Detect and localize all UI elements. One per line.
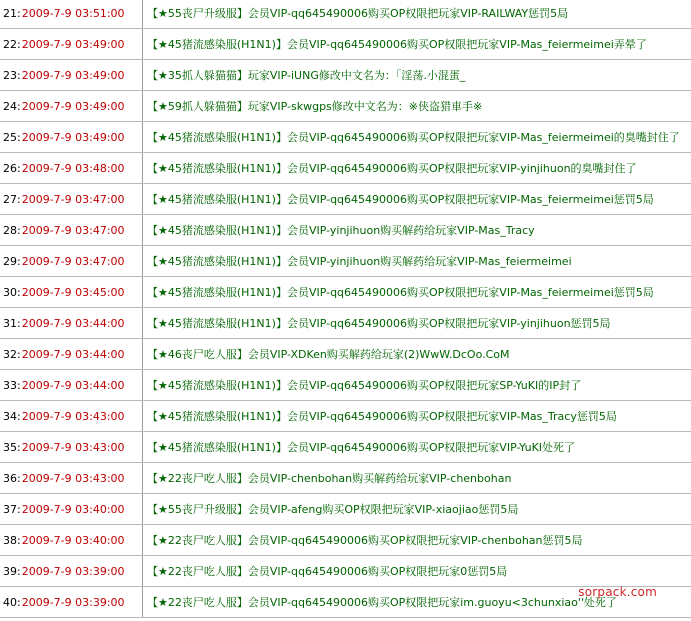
log-row: [0, 153, 691, 184]
row-timestamp: 2009-7-9 03:43:00: [21, 409, 125, 423]
row-index: 28:: [3, 223, 21, 237]
time-cell: [0, 122, 143, 152]
row-index: 25:: [3, 130, 21, 144]
row-message: 【★45猪流感染服(H1N1)】会员VIP-qq645490006购买OP权限把玩家VIP-yinjihuon的臭嘴封住了: [147, 162, 637, 175]
row-index: 30:: [3, 285, 21, 299]
row-index: 31:: [3, 316, 21, 330]
time-cell: [0, 184, 143, 214]
time-cell: [0, 556, 143, 586]
row-index: 38:: [3, 533, 21, 547]
log-row: [0, 91, 691, 122]
row-message: 【★22丧尸吃人服】会员VIP-qq645490006购买OP权限把玩家im.guoyu<3chunxiao''处死了: [147, 596, 617, 609]
row-timestamp: 2009-7-9 03:43:00: [21, 440, 125, 454]
row-message: 【★45猪流感染服(H1N1)】会员VIP-qq645490006购买OP权限把玩家VIP-YuKI处死了: [147, 441, 576, 454]
row-index: 32:: [3, 347, 21, 361]
row-message: 【★35抓人躲猫猫】玩家VIP-iUNG修改中文名为：「淫荡.小混蛋_: [147, 69, 466, 82]
row-message: 【★45猪流感染服(H1N1)】会员VIP-qq645490006购买OP权限把玩家VIP-Mas_feiermeimei弄晕了: [147, 38, 647, 51]
row-timestamp: 2009-7-9 03:48:00: [21, 161, 125, 175]
row-message: 【★45猪流感染服(H1N1)】会员VIP-qq645490006购买OP权限把玩家VIP-Mas_feiermeimei的臭嘴封住了: [147, 131, 680, 144]
row-index: 36:: [3, 471, 21, 485]
row-index: 39:: [3, 564, 21, 578]
row-index: 23:: [3, 68, 21, 82]
time-cell: [0, 215, 143, 245]
log-row: [0, 556, 691, 587]
row-timestamp: 2009-7-9 03:40:00: [21, 502, 125, 516]
time-cell: [0, 432, 143, 462]
row-timestamp: 2009-7-9 03:49:00: [21, 68, 125, 82]
log-row: [0, 432, 691, 463]
time-cell: [0, 246, 143, 276]
log-row: [0, 122, 691, 153]
row-message: 【★46丧尸吃人服】会员VIP-XDKen购买解药给玩家(2)WwW.DcOo.CoM: [147, 348, 510, 361]
row-timestamp: 2009-7-9 03:47:00: [21, 192, 125, 206]
time-cell: [0, 494, 143, 524]
time-cell: [0, 0, 143, 28]
row-index: 40:: [3, 595, 21, 609]
log-row: [0, 370, 691, 401]
row-message: 【★55丧尸升级服】会员VIP-qq645490006购买OP权限把玩家VIP-RAILWAY惩罚5局: [147, 7, 569, 20]
time-cell: [0, 91, 143, 121]
time-cell: [0, 587, 143, 617]
log-row: [0, 184, 691, 215]
time-cell: [0, 525, 143, 555]
row-index: 26:: [3, 161, 21, 175]
log-row: [0, 0, 691, 29]
row-timestamp: 2009-7-9 03:40:00: [21, 533, 125, 547]
row-message: 【★22丧尸吃人服】会员VIP-qq645490006购买OP权限把玩家0惩罚5局: [147, 565, 508, 578]
log-row: [0, 29, 691, 60]
row-timestamp: 2009-7-9 03:49:00: [21, 130, 125, 144]
time-cell: [0, 29, 143, 59]
row-message: 【★45猪流感染服(H1N1)】会员VIP-qq645490006购买OP权限把玩家VIP-Mas_feiermeimei惩罚5局: [147, 193, 654, 206]
row-message: 【★59抓人躲猫猫】玩家VIP-skwgps修改中文名为：※侠盗猎車手※: [147, 100, 483, 113]
row-index: 37:: [3, 502, 21, 516]
row-timestamp: 2009-7-9 03:44:00: [21, 316, 125, 330]
log-row: [0, 277, 691, 308]
time-cell: [0, 277, 143, 307]
row-timestamp: 2009-7-9 03:47:00: [21, 223, 125, 237]
time-cell: [0, 401, 143, 431]
row-timestamp: 2009-7-9 03:47:00: [21, 254, 125, 268]
row-timestamp: 2009-7-9 03:51:00: [21, 6, 125, 20]
time-cell: [0, 60, 143, 90]
row-timestamp: 2009-7-9 03:45:00: [21, 285, 125, 299]
log-row: [0, 246, 691, 277]
row-timestamp: 2009-7-9 03:49:00: [21, 99, 125, 113]
log-row: [0, 525, 691, 556]
time-cell: [0, 339, 143, 369]
row-message: 【★45猪流感染服(H1N1)】会员VIP-yinjihuon购买解药给玩家VIP-Mas_feiermeimei: [147, 255, 572, 268]
log-row: [0, 60, 691, 91]
time-cell: [0, 463, 143, 493]
row-timestamp: 2009-7-9 03:44:00: [21, 378, 125, 392]
row-index: 21:: [3, 6, 21, 20]
row-timestamp: 2009-7-9 03:39:00: [21, 595, 125, 609]
log-row: [0, 494, 691, 525]
log-row: [0, 339, 691, 370]
row-message: 【★45猪流感染服(H1N1)】会员VIP-qq645490006购买OP权限把玩家VIP-yinjihuon惩罚5局: [147, 317, 611, 330]
row-message: 【★22丧尸吃人服】会员VIP-chenbohan购买解药给玩家VIP-chenbohan: [147, 472, 512, 485]
row-timestamp: 2009-7-9 03:44:00: [21, 347, 125, 361]
row-timestamp: 2009-7-9 03:49:00: [21, 37, 125, 51]
row-message: 【★45猪流感染服(H1N1)】会员VIP-qq645490006购买OP权限把玩家VIP-Mas_feiermeimei惩罚5局: [147, 286, 654, 299]
log-row: [0, 401, 691, 432]
row-index: 29:: [3, 254, 21, 268]
row-index: 22:: [3, 37, 21, 51]
row-index: 35:: [3, 440, 21, 454]
row-timestamp: 2009-7-9 03:39:00: [21, 564, 125, 578]
row-index: 33:: [3, 378, 21, 392]
watermark: sorpack.com: [578, 585, 657, 599]
time-cell: [0, 308, 143, 338]
time-cell: [0, 370, 143, 400]
row-message: 【★45猪流感染服(H1N1)】会员VIP-qq645490006购买OP权限把玩家VIP-Mas_Tracy惩罚5局: [147, 410, 617, 423]
row-message: 【★55丧尸升级服】会员VIP-afeng购买OP权限把玩家VIP-xiaojiao惩罚5局: [147, 503, 519, 516]
time-cell: [0, 153, 143, 183]
row-message: 【★45猪流感染服(H1N1)】会员VIP-yinjihuon购买解药给玩家VIP-Mas_Tracy: [147, 224, 535, 237]
row-index: 27:: [3, 192, 21, 206]
row-message: 【★45猪流感染服(H1N1)】会员VIP-qq645490006购买OP权限把玩家SP-YuKI的IP封了: [147, 379, 582, 392]
log-row: [0, 463, 691, 494]
log-row: [0, 308, 691, 339]
row-index: 34:: [3, 409, 21, 423]
row-message: 【★22丧尸吃人服】会员VIP-qq645490006购买OP权限把玩家VIP-chenbohan惩罚5局: [147, 534, 583, 547]
row-index: 24:: [3, 99, 21, 113]
log-row: [0, 215, 691, 246]
row-timestamp: 2009-7-9 03:43:00: [21, 471, 125, 485]
